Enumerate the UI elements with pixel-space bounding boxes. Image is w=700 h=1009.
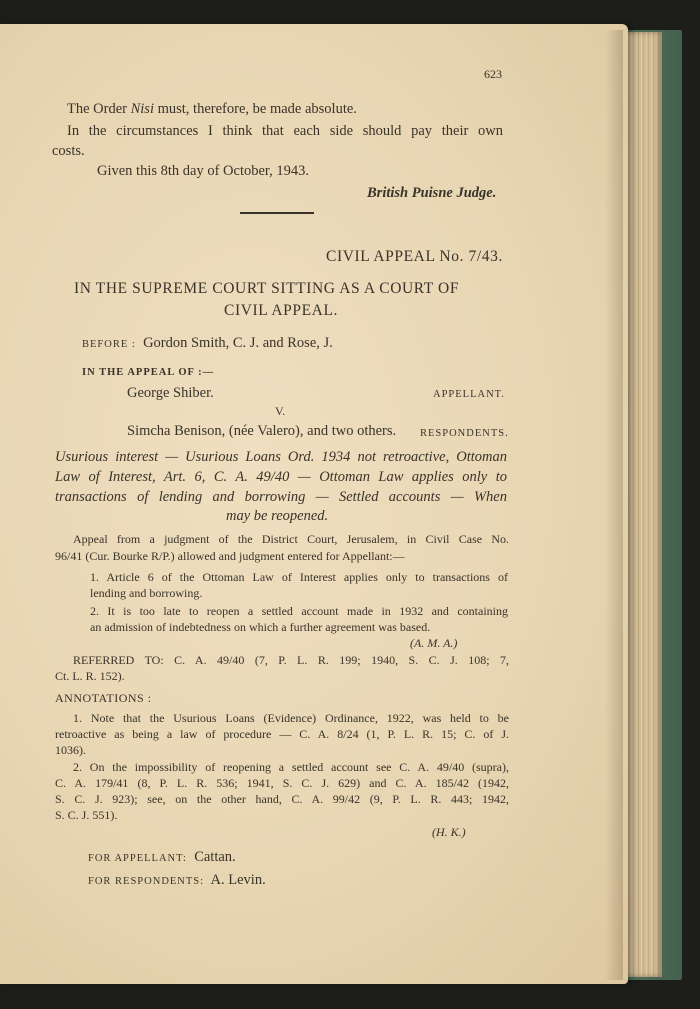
- held-2-line2: an admission of indebtedness on which a further agreement was based.: [90, 620, 431, 634]
- case-number: CIVIL APPEAL No. 7/43.: [326, 248, 503, 265]
- before-judges: Gordon Smith, C. J. and Rose, J.: [143, 335, 333, 351]
- costs-paragraph-line1: In the circumstances I think that each side should pay their own: [67, 123, 503, 139]
- counsel-respondents: [88, 871, 266, 891]
- counsel-respondents-name: A. Levin.: [210, 872, 266, 888]
- appeal-of-label: IN THE APPEAL OF :—: [82, 367, 215, 378]
- appellant-name: George Shiber.: [127, 385, 214, 401]
- page-number: 623: [484, 67, 502, 81]
- headnote-line2: Law of Interest, Art. 6, C. A. 49/40 — Ottoman Law applies only to: [55, 469, 507, 485]
- annotation-1-line3: 1036).: [55, 743, 86, 757]
- counsel-appellant-label: FOR APPELLANT:: [88, 853, 187, 864]
- versus: V.: [275, 404, 286, 418]
- appellant-label: APPELLANT.: [433, 389, 505, 400]
- judge-signature: British Puisne Judge.: [367, 185, 497, 201]
- before-line: [82, 334, 333, 354]
- annotations-label: ANNOTATIONS :: [55, 691, 152, 705]
- editor-initials-2: (H. K.): [432, 825, 466, 839]
- annotation-1-line1: 1. Note that the Usurious Loans (Evidence) Ordinance, 1922, was held to be: [73, 711, 509, 725]
- appeal-line1: Appeal from a judgment of the District Court, Jerusalem, in Civil Case No.: [73, 532, 509, 546]
- page-gutter-shadow: [605, 30, 623, 980]
- respondents-name: Simcha Benison, (née Valero), and two others.: [127, 423, 397, 439]
- headnote-line3: transactions of lending and borrowing — Settled accounts — When: [55, 489, 507, 505]
- headnote-line4: may be reopened.: [226, 508, 329, 524]
- appeal-line2: 96/41 (Cur. Bourke R/P.) allowed and judgment entered for Appellant:—: [55, 549, 405, 563]
- editor-initials-1: (A. M. A.): [410, 636, 458, 650]
- annotation-2-line3: S. C. J. 923); see, on the other hand, C. A. 99/42 (9, P. L. R. 443; 1942,: [55, 792, 509, 806]
- respondents-label: RESPONDENTS.: [420, 428, 509, 439]
- counsel-appellant-name: Cattan.: [194, 849, 236, 865]
- given-date: Given this 8th day of October, 1943.: [97, 163, 310, 179]
- court-title-line1: IN THE SUPREME COURT SITTING AS A COURT OF: [74, 280, 460, 297]
- held-1-line1: 1. Article 6 of the Ottoman Law of Interest applies only to transactions of: [90, 570, 508, 584]
- before-label: BEFORE :: [82, 339, 136, 350]
- section-divider: [240, 212, 314, 214]
- counsel-appellant: [88, 848, 236, 868]
- headnote-line1: Usurious interest — Usurious Loans Ord. 1934 not retroactive, Ottoman: [55, 449, 507, 465]
- order-nisi-paragraph: The Order Nisi must, therefore, be made absolute.: [67, 101, 357, 117]
- held-2-line1: 2. It is too late to reopen a settled account made in 1932 and containing: [90, 604, 508, 618]
- annotation-2-line4: S. C. J. 551).: [55, 808, 118, 822]
- counsel-respondents-label: FOR RESPONDENTS:: [88, 876, 205, 887]
- annotation-2-line1: 2. On the impossibility of reopening a settled account see C. A. 49/40 (supra),: [73, 760, 509, 774]
- referred-line1: REFERRED TO: C. A. 49/40 (7, P. L. R. 199; 1940, S. C. J. 108; 7,: [73, 653, 509, 667]
- referred-line2: Ct. L. R. 152).: [55, 669, 125, 683]
- annotation-1-line2: retroactive as being a law of procedure — C. A. 8/24 (1, P. L. R. 15; C. of J.: [55, 727, 509, 741]
- annotation-2-line2: C. A. 179/41 (8, P. L. R. 536; 1941, S. C. J. 629) and C. A. 185/42 (1942,: [55, 776, 509, 790]
- costs-paragraph-line2: costs.: [52, 143, 85, 159]
- held-1-line2: lending and borrowing.: [90, 586, 203, 600]
- court-title-line2: CIVIL APPEAL.: [224, 302, 339, 319]
